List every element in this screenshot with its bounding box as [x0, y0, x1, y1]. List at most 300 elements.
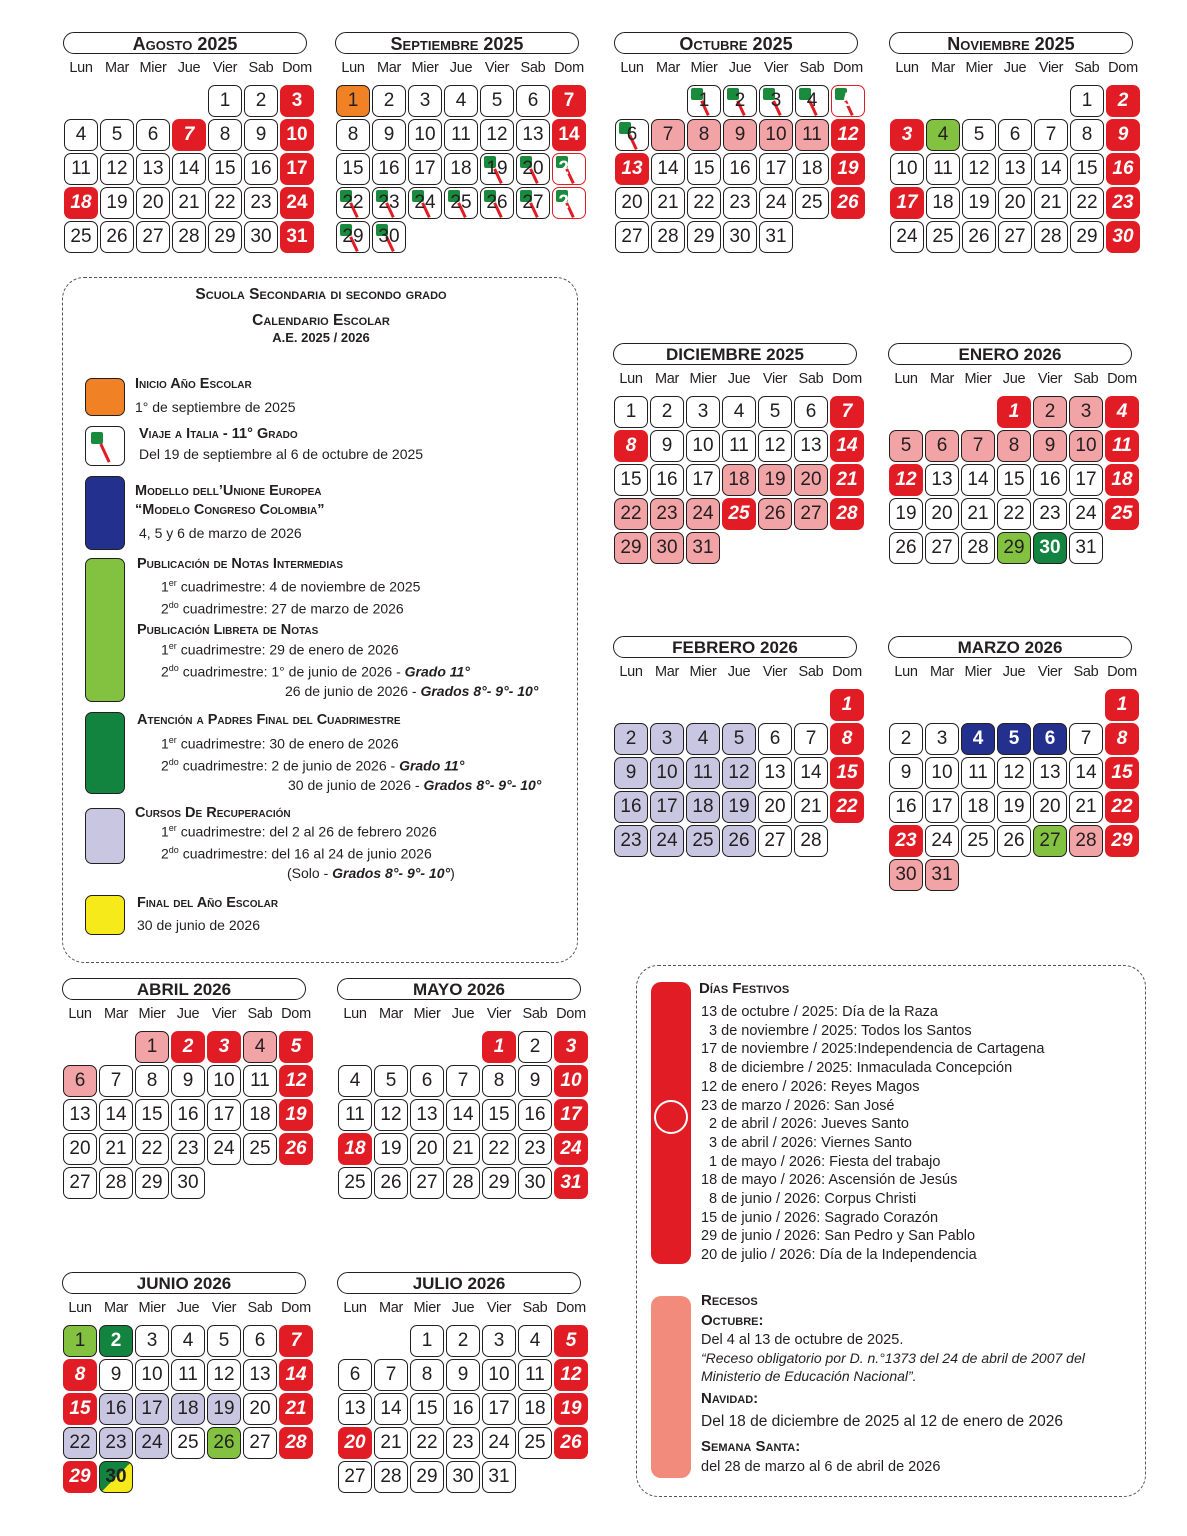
day-cell: [136, 187, 170, 219]
day-number: 4: [697, 728, 709, 749]
day-cell: [410, 1133, 444, 1165]
day-cell: [135, 1133, 169, 1165]
day-number: 15: [416, 1398, 438, 1419]
day-number: 9: [110, 1364, 122, 1385]
day-number: 8: [219, 124, 231, 145]
day-cell: [244, 85, 278, 117]
weekday-label: Jue: [1003, 60, 1027, 76]
day-number: 15: [1076, 158, 1098, 179]
day-cell: [410, 1065, 444, 1097]
day-cell: [795, 119, 829, 151]
day-cell: [63, 1133, 97, 1165]
month-title: Noviembre 2025: [889, 32, 1133, 54]
legend-year: A.E. 2025 / 2026: [272, 330, 370, 345]
day-number: 10: [488, 1364, 510, 1385]
day-number: 18: [801, 158, 823, 179]
day-number: 30: [452, 1466, 474, 1487]
day-number: 22: [836, 796, 858, 817]
day-number: 1: [493, 1036, 505, 1057]
padres-swatch: [85, 712, 125, 794]
weekday-label: Mier: [689, 371, 717, 387]
day-number: 11: [802, 124, 822, 145]
day-number: 1: [625, 401, 637, 422]
day-cell: [962, 119, 996, 151]
weekday-label: Mier: [690, 60, 718, 76]
day-cell: [1069, 464, 1103, 496]
day-cell: [99, 1393, 133, 1425]
day-cell: [410, 1099, 444, 1131]
day-number: 22: [1111, 796, 1133, 817]
day-number: 23: [250, 192, 272, 213]
day-number: 23: [105, 1432, 127, 1453]
day-cell: [722, 396, 756, 428]
day-number: 25: [524, 1432, 546, 1453]
day-cell: [961, 498, 995, 530]
day-number: 14: [558, 124, 580, 145]
day-number: 12: [837, 124, 859, 145]
santa-date: del 28 de marzo al 6 de abril de 2026: [701, 1459, 941, 1475]
weekday-label: Dom: [1107, 371, 1137, 387]
day-number: 21: [657, 192, 679, 213]
day-number: 27: [142, 226, 164, 247]
day-number: 22: [342, 192, 364, 213]
day-cell: [518, 1099, 552, 1131]
day-cell: [615, 187, 649, 219]
day-cell: [446, 1065, 480, 1097]
day-cell: [280, 119, 314, 151]
weekday-label: Jue: [451, 1300, 475, 1316]
day-number: 12: [764, 435, 786, 456]
day-number: 26: [560, 1432, 582, 1453]
day-cell: [759, 85, 793, 117]
day-cell: [99, 1065, 133, 1097]
day-number: 30: [250, 226, 272, 247]
day-cell: [518, 1359, 552, 1391]
day-number: 21: [105, 1138, 127, 1159]
day-cell: [135, 1065, 169, 1097]
day-number: 16: [729, 158, 751, 179]
modello-date: 4, 5 y 6 de marzo de 2026: [139, 525, 302, 541]
day-cell: [614, 396, 648, 428]
month-7: [613, 636, 867, 896]
day-number: 17: [692, 469, 714, 490]
day-number: 20: [416, 1138, 438, 1159]
day-cell: [135, 1427, 169, 1459]
day-number: 25: [70, 226, 92, 247]
day-number: 22: [620, 503, 642, 524]
day-cell: [794, 757, 828, 789]
day-number: 2: [661, 401, 673, 422]
day-cell: [554, 1065, 588, 1097]
day-cell: [171, 1359, 205, 1391]
weekday-label: Dom: [832, 371, 862, 387]
month-2: [335, 32, 589, 292]
day-cell: [997, 498, 1031, 530]
day-number: 24: [765, 192, 787, 213]
day-cell: [336, 153, 370, 185]
weekday-label: Dom: [282, 60, 312, 76]
day-cell: [961, 430, 995, 462]
circle-icon: [654, 1100, 688, 1134]
day-number: 14: [380, 1398, 402, 1419]
weekday-label: Lun: [341, 60, 365, 76]
viaje-date: Del 19 de septiembre al 6 de octubre de 2025: [139, 446, 424, 462]
day-cell: [63, 1167, 97, 1199]
day-cell: [1069, 723, 1103, 755]
day-number: 27: [800, 503, 822, 524]
day-number: 14: [285, 1364, 307, 1385]
weekday-label: Lun: [343, 1006, 367, 1022]
day-cell: [1070, 221, 1104, 253]
day-number: 4: [806, 90, 818, 111]
day-cell: [518, 1065, 552, 1097]
day-cell: [830, 464, 864, 496]
weekday-label: Vier: [762, 371, 788, 387]
day-cell: [925, 464, 959, 496]
day-cell: [172, 187, 206, 219]
recesos-bar: [651, 1296, 691, 1478]
day-cell: [482, 1359, 516, 1391]
day-number: 16: [378, 158, 400, 179]
day-cell: [554, 1393, 588, 1425]
day-number: 19: [380, 1138, 402, 1159]
viaje-title: Viaje a Italia - 11° Grado: [139, 426, 298, 442]
day-number: 19: [728, 796, 750, 817]
final-date: 30 de junio de 2026: [137, 917, 260, 933]
day-cell: [830, 791, 864, 823]
day-cell: [207, 1427, 241, 1459]
day-number: 15: [342, 158, 364, 179]
day-number: 18: [344, 1138, 366, 1159]
day-cell: [135, 1031, 169, 1063]
weekday-label: Sab: [248, 60, 274, 76]
weekday-label: Dom: [554, 60, 584, 76]
day-cell: [374, 1359, 408, 1391]
day-number: 2: [1044, 401, 1056, 422]
day-number: 27: [69, 1172, 91, 1193]
day-number: 20: [1004, 192, 1026, 213]
weekday-label: Lun: [619, 664, 643, 680]
day-cell: [997, 825, 1031, 857]
day-cell: [372, 85, 406, 117]
day-cell: [171, 1065, 205, 1097]
weekday-label: Mier: [411, 60, 439, 76]
day-cell: [279, 1031, 313, 1063]
day-number: 25: [450, 192, 472, 213]
day-number: 5: [491, 90, 503, 111]
weekday-label: Dom: [556, 1006, 586, 1022]
day-cell: [135, 1167, 169, 1199]
weekday-label: Sab: [522, 1300, 548, 1316]
day-number: 20: [249, 1398, 271, 1419]
day-cell: [614, 791, 648, 823]
day-number: 2: [734, 90, 746, 111]
day-cell: [998, 221, 1032, 253]
padres-first: 1er cuadrimestre: 30 de enero de 2026: [161, 735, 399, 752]
day-cell: [889, 532, 923, 564]
day-cell: [831, 119, 865, 151]
month-1: [63, 32, 317, 292]
day-number: 17: [141, 1398, 163, 1419]
day-number: 1: [219, 90, 231, 111]
day-cell: [997, 396, 1031, 428]
day-number: 2: [182, 1036, 194, 1057]
day-cell: [1106, 221, 1140, 253]
day-cell: [1105, 757, 1139, 789]
day-cell: [518, 1325, 552, 1357]
weekday-label: Mar: [378, 1006, 404, 1022]
day-cell: [614, 757, 648, 789]
day-cell: [615, 119, 649, 151]
day-cell: [614, 532, 648, 564]
day-cell: [722, 757, 756, 789]
day-number: 23: [895, 830, 917, 851]
month-10: [337, 978, 591, 1238]
day-cell: [1033, 791, 1067, 823]
weekday-label: Sab: [247, 1300, 273, 1316]
day-cell: [926, 119, 960, 151]
day-number: 7: [662, 124, 674, 145]
day-cell: [244, 119, 278, 151]
recesos-title: Recesos: [701, 1292, 758, 1309]
day-cell: [410, 1427, 444, 1459]
day-number: 4: [75, 124, 87, 145]
day-cell: [280, 85, 314, 117]
day-cell: [1033, 532, 1067, 564]
weekday-label: Mar: [929, 371, 955, 387]
weekday-label: Jue: [176, 1300, 200, 1316]
day-cell: [890, 153, 924, 185]
day-number: 23: [378, 192, 400, 213]
day-number: 31: [765, 226, 787, 247]
day-cell: [208, 221, 242, 253]
day-number: 17: [560, 1104, 582, 1125]
day-cell: [64, 187, 98, 219]
month-title: FEBRERO 2026: [613, 636, 857, 658]
day-cell: [615, 153, 649, 185]
day-cell: [446, 1167, 480, 1199]
day-cell: [374, 1099, 408, 1131]
day-cell: [1105, 689, 1139, 721]
day-number: 5: [900, 435, 912, 456]
day-number: 7: [290, 1330, 302, 1351]
day-cell: [338, 1099, 372, 1131]
day-number: 5: [290, 1036, 302, 1057]
day-number: 11: [71, 158, 91, 179]
weekday-label: Mier: [138, 1006, 166, 1022]
day-cell: [925, 825, 959, 857]
day-number: 30: [177, 1172, 199, 1193]
notas-swatch: [85, 558, 125, 702]
day-cell: [518, 1133, 552, 1165]
day-number: 26: [486, 192, 508, 213]
day-number: 12: [560, 1364, 582, 1385]
day-cell: [1033, 464, 1067, 496]
day-cell: [518, 1427, 552, 1459]
day-cell: [482, 1031, 516, 1063]
day-number: 29: [69, 1466, 91, 1487]
day-number: 31: [692, 537, 714, 558]
day-cell: [889, 825, 923, 857]
day-number: 23: [620, 830, 642, 851]
day-number: 11: [968, 762, 988, 783]
day-number: 19: [285, 1104, 307, 1125]
festivo-item: 29 de junio / 2026: San Pedro y San Pablo: [701, 1228, 976, 1245]
inicio-title: Inicio Año Escolar: [135, 376, 252, 392]
day-number: 14: [967, 469, 989, 490]
day-number: 28: [836, 503, 858, 524]
weekday-label: Mier: [964, 371, 992, 387]
day-number: 2: [900, 728, 912, 749]
day-cell: [336, 119, 370, 151]
day-cell: [444, 153, 478, 185]
day-cell: [1034, 153, 1068, 185]
weekday-label: Lun: [620, 60, 644, 76]
weekday-label: Dom: [832, 664, 862, 680]
day-cell: [758, 498, 792, 530]
day-number: 3: [291, 90, 303, 111]
day-cell: [1033, 757, 1067, 789]
day-number: 29: [141, 1172, 163, 1193]
festivo-item: 2 de abril / 2026: Jueves Santo: [701, 1116, 909, 1133]
day-cell: [926, 187, 960, 219]
day-cell: [207, 1065, 241, 1097]
day-cell: [925, 430, 959, 462]
day-number: 22: [1003, 503, 1025, 524]
day-number: 5: [842, 90, 854, 111]
day-number: 20: [621, 192, 643, 213]
day-cell: [998, 153, 1032, 185]
day-cell: [723, 187, 757, 219]
day-number: 13: [344, 1398, 366, 1419]
day-number: 29: [416, 1466, 438, 1487]
weekday-label: Vier: [1037, 664, 1063, 680]
day-cell: [410, 1461, 444, 1493]
day-number: 22: [416, 1432, 438, 1453]
day-number: 16: [656, 469, 678, 490]
day-cell: [408, 119, 442, 151]
weekday-label: Mier: [689, 664, 717, 680]
day-number: 8: [1116, 728, 1128, 749]
day-number: 23: [452, 1432, 474, 1453]
day-number: 17: [488, 1398, 510, 1419]
day-cell: [516, 85, 550, 117]
day-cell: [1106, 85, 1140, 117]
weekday-label: Vier: [484, 60, 510, 76]
day-number: 20: [764, 796, 786, 817]
day-number: 4: [529, 1330, 541, 1351]
weekday-label: Mar: [103, 1300, 129, 1316]
day-number: 12: [285, 1070, 307, 1091]
month-11: [62, 1272, 316, 1532]
day-cell: [243, 1031, 277, 1063]
day-cell: [650, 498, 684, 530]
weekday-label: Mar: [104, 60, 130, 76]
day-cell: [554, 1133, 588, 1165]
day-cell: [207, 1325, 241, 1357]
day-number: 24: [656, 830, 678, 851]
weekday-label: Lun: [894, 664, 918, 680]
weekday-label: Mier: [964, 664, 992, 680]
day-number: 8: [1008, 435, 1020, 456]
day-cell: [1105, 430, 1139, 462]
day-cell: [830, 723, 864, 755]
weekday-label: Vier: [486, 1300, 512, 1316]
day-cell: [997, 791, 1031, 823]
day-number: 10: [765, 124, 787, 145]
day-number: 11: [250, 1070, 270, 1091]
weekday-label: Vier: [212, 60, 238, 76]
day-number: 3: [565, 1036, 577, 1057]
day-cell: [1070, 85, 1104, 117]
padres-third: 30 de junio de 2026 - Grados 8°- 9°- 10°: [288, 777, 542, 793]
day-number: 29: [342, 226, 364, 247]
day-number: 24: [286, 192, 308, 213]
day-cell: [244, 187, 278, 219]
day-number: 5: [385, 1070, 397, 1091]
day-cell: [889, 859, 923, 891]
day-cell: [758, 396, 792, 428]
day-cell: [135, 1393, 169, 1425]
day-number: 16: [105, 1398, 127, 1419]
day-cell: [552, 187, 586, 219]
weekday-label: Dom: [1107, 664, 1137, 680]
libreta-first: 1er cuadrimestre: 29 de enero de 2026: [161, 641, 399, 658]
day-number: 1: [698, 90, 710, 111]
weekday-label: Lun: [895, 60, 919, 76]
day-number: 4: [182, 1330, 194, 1351]
day-number: 8: [421, 1364, 433, 1385]
day-number: 10: [286, 124, 308, 145]
day-number: 5: [218, 1330, 230, 1351]
day-number: 26: [380, 1172, 402, 1193]
day-cell: [518, 1393, 552, 1425]
day-number: 2: [383, 90, 395, 111]
final-swatch: [85, 895, 125, 935]
day-cell: [1034, 119, 1068, 151]
weekday-label: Mar: [654, 664, 680, 680]
recup-swatch: [85, 808, 125, 864]
day-cell: [552, 119, 586, 151]
day-number: 27: [249, 1432, 271, 1453]
day-number: 9: [255, 124, 267, 145]
day-number: 14: [178, 158, 200, 179]
day-number: 7: [1080, 728, 1092, 749]
day-number: 7: [110, 1070, 122, 1091]
month-5: [613, 343, 867, 603]
day-cell: [480, 85, 514, 117]
day-cell: [482, 1065, 516, 1097]
day-cell: [244, 221, 278, 253]
day-cell: [482, 1167, 516, 1199]
weekday-label: Vier: [211, 1300, 237, 1316]
day-cell: [1105, 498, 1139, 530]
day-number: 14: [800, 762, 822, 783]
day-cell: [99, 1427, 133, 1459]
day-number: 22: [69, 1432, 91, 1453]
day-cell: [279, 1099, 313, 1131]
day-number: 15: [69, 1398, 91, 1419]
day-number: 5: [973, 124, 985, 145]
day-cell: [890, 119, 924, 151]
day-number: 19: [968, 192, 990, 213]
day-cell: [830, 689, 864, 721]
weekday-label: Sab: [799, 60, 825, 76]
day-cell: [997, 532, 1031, 564]
day-cell: [926, 153, 960, 185]
day-cell: [338, 1427, 372, 1459]
day-number: 6: [74, 1070, 86, 1091]
